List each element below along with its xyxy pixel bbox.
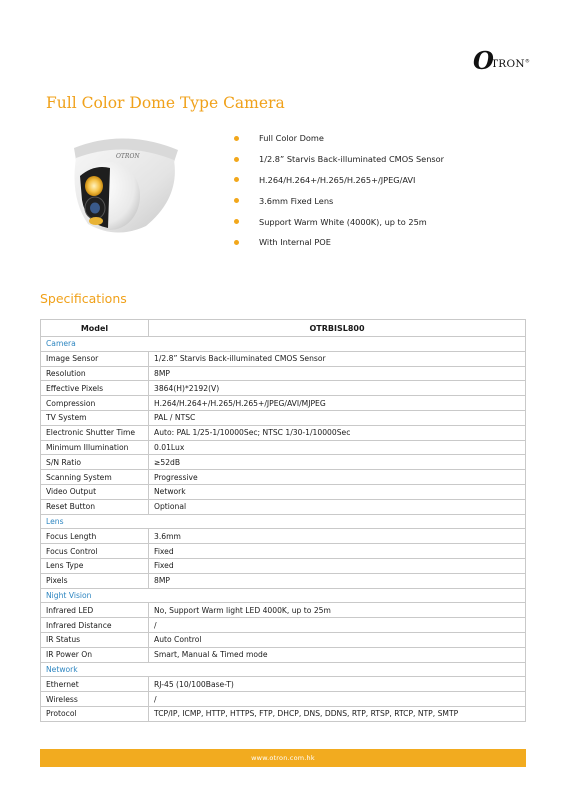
table-row (41, 603, 526, 618)
spec-label: Focus Control (41, 544, 149, 559)
spec-label: Pixels (41, 573, 149, 588)
logo-initial: O (473, 46, 494, 75)
table-section-row (41, 588, 526, 603)
spec-label: Infrared Distance (41, 618, 149, 633)
table-section-row (41, 662, 526, 677)
camera-brand-text: OTRON (116, 153, 140, 160)
spec-label: Resolution (41, 366, 149, 381)
spec-label: Lens Type (41, 558, 149, 573)
table-row (41, 470, 526, 485)
bullet-icon (234, 240, 239, 245)
bullet-icon (234, 219, 239, 224)
bullet-icon (234, 157, 239, 162)
spec-value: 3864(H)*2192(V) (149, 381, 526, 396)
section-label: Network (41, 662, 526, 677)
spec-value: 1/2.8” Starvis Back-illuminated CMOS Sensor (149, 351, 526, 366)
spec-label: Infrared LED (41, 603, 149, 618)
bullet-icon (234, 136, 239, 141)
spec-label: S/N Ratio (41, 455, 149, 470)
spec-value: Optional (149, 499, 526, 514)
spec-value: Fixed (149, 558, 526, 573)
table-header-row (41, 320, 526, 337)
logo-text: TRON® (491, 58, 531, 70)
spec-label: Wireless (41, 692, 149, 707)
section-label: Camera (41, 337, 526, 352)
bullet-icon (234, 198, 239, 203)
spec-label: Focus Length (41, 529, 149, 544)
spec-value: RJ-45 (10/100Base-T) (149, 677, 526, 692)
feature-list (234, 128, 444, 253)
page-title: Full Color Dome Type Camera (46, 94, 285, 112)
spec-value: / (149, 618, 526, 633)
spec-value: Auto: PAL 1/25-1/10000Sec; NTSC 1/30-1/10000Sec (149, 425, 526, 440)
footer-bar (40, 749, 526, 767)
section-label: Night Vision (41, 588, 526, 603)
spec-value: Progressive (149, 470, 526, 485)
dome-camera-icon (66, 128, 182, 238)
spec-value: 8MP (149, 573, 526, 588)
table-section-row (41, 337, 526, 352)
table-row (41, 706, 526, 721)
spec-label: Compression (41, 396, 149, 411)
spec-label: TV System (41, 410, 149, 425)
spec-label: Electronic Shutter Time (41, 425, 149, 440)
spec-label: Protocol (41, 706, 149, 721)
list-item: 1/2.8” Starvis Back-illuminated CMOS Sensor (234, 149, 444, 170)
section-label: Lens (41, 514, 526, 529)
table-section-row (41, 514, 526, 529)
table-row (41, 425, 526, 440)
table-row (41, 499, 526, 514)
table-row (41, 529, 526, 544)
list-item: H.264/H.264+/H.265/H.265+/JPEG/AVI (234, 170, 444, 191)
table-row (41, 366, 526, 381)
list-item: Full Color Dome (234, 128, 444, 149)
spec-label: Minimum Illumination (41, 440, 149, 455)
table-row (41, 410, 526, 425)
table-row (41, 396, 526, 411)
spec-value: 0.01Lux (149, 440, 526, 455)
spec-value: Fixed (149, 544, 526, 559)
spec-table (40, 319, 526, 722)
table-row (41, 692, 526, 707)
table-row (41, 455, 526, 470)
spec-value: / (149, 692, 526, 707)
spec-label: Image Sensor (41, 351, 149, 366)
table-row (41, 632, 526, 647)
list-item: With Internal POE (234, 232, 444, 253)
spec-label: Video Output (41, 484, 149, 499)
spec-value: ≥52dB (149, 455, 526, 470)
spec-value: H.264/H.264+/H.265/H.265+/JPEG/AVI/MJPEG (149, 396, 526, 411)
list-item: 3.6mm Fixed Lens (234, 190, 444, 211)
spec-label: IR Status (41, 632, 149, 647)
table-row (41, 440, 526, 455)
table-row (41, 558, 526, 573)
spec-value: Auto Control (149, 632, 526, 647)
spec-label: Effective Pixels (41, 381, 149, 396)
spec-value: Network (149, 484, 526, 499)
table-row (41, 573, 526, 588)
bullet-icon (234, 177, 239, 182)
spec-label: Ethernet (41, 677, 149, 692)
table-row (41, 351, 526, 366)
spec-value: 3.6mm (149, 529, 526, 544)
spec-value: Smart, Manual & Timed mode (149, 647, 526, 662)
model-label: Model (41, 320, 149, 337)
spec-value: No, Support Warm light LED 4000K, up to 25m (149, 603, 526, 618)
spec-value: PAL / NTSC (149, 410, 526, 425)
spec-label: IR Power On (41, 647, 149, 662)
spec-label: Reset Button (41, 499, 149, 514)
table-row (41, 484, 526, 499)
table-row (41, 544, 526, 559)
table-row (41, 381, 526, 396)
model-value: OTRBISL800 (149, 320, 526, 337)
spec-value: TCP/IP, ICMP, HTTP, HTTPS, FTP, DHCP, DNS, DDNS, RTP, RTSP, RTCP, NTP, SMTP (149, 706, 526, 721)
table-row (41, 677, 526, 692)
table-row (41, 647, 526, 662)
list-item: Support Warm White (4000K), up to 25m (234, 211, 444, 232)
spec-value: 8MP (149, 366, 526, 381)
otron-logo (473, 46, 533, 76)
spec-label: Scanning System (41, 470, 149, 485)
footer-url: www.otron.com.hk (251, 754, 315, 762)
table-row (41, 618, 526, 633)
specifications-heading: Specifications (40, 291, 127, 306)
